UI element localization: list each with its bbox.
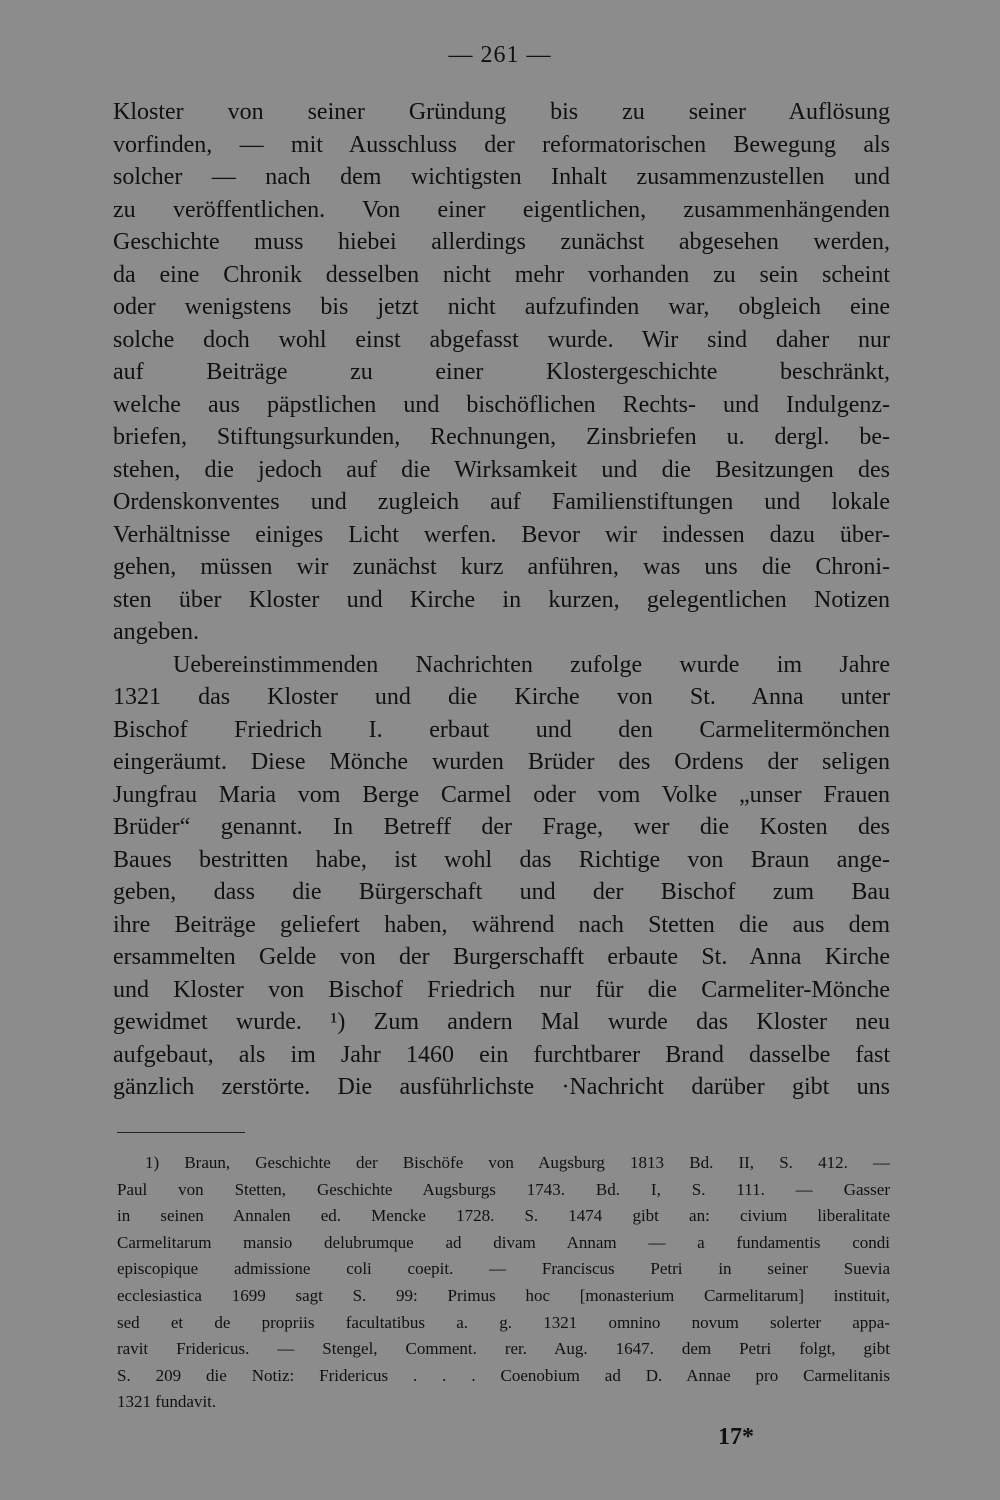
footnote-line: 1321 fundavit. bbox=[117, 1392, 217, 1412]
body-line: auf Beiträge zu einer Klostergeschichte beschränkt, bbox=[113, 359, 890, 385]
body-line: solcher — nach dem wichtigsten Inhalt zusammenzustellen und bbox=[113, 164, 890, 190]
footnote-line: Paul von Stetten, Geschichte Augsburgs 1743. Bd. I, S. 111. — Gasser bbox=[117, 1179, 890, 1199]
body-line: Geschichte muss hiebei allerdings zunächst abgesehen werden, bbox=[113, 229, 890, 255]
body-line: Kloster von seiner Gründung bis zu seiner Auflösung bbox=[113, 99, 890, 125]
body-line: Uebereinstimmenden Nachrichten zufolge wurde im Jahre bbox=[173, 651, 890, 678]
footnote-separator bbox=[117, 1132, 245, 1133]
body-line: Brüder“ genannt. In Betreff der Frage, wer die Kosten des bbox=[113, 814, 890, 840]
body-line: da eine Chronik desselben nicht mehr vorhanden zu sein scheint bbox=[113, 261, 890, 288]
footnote-line: episcopique admissione coli coepit. — Franciscus Petri in seiner Suevia bbox=[117, 1259, 890, 1279]
body-line: angeben. bbox=[113, 619, 199, 645]
body-line: gehen, müssen wir zunächst kurz anführen, was uns die Chroni- bbox=[113, 554, 890, 580]
body-line: Baues bestritten habe, ist wohl das Richtige von Braun ange- bbox=[113, 846, 890, 873]
body-line: 1321 das Kloster und die Kirche von St. Anna unter bbox=[113, 684, 890, 710]
body-line: gewidmet wurde. ¹) Zum andern Mal wurde das Kloster neu bbox=[113, 1009, 890, 1035]
body-line: geben, dass die Bürgerschaft und der Bischof zum Bau bbox=[113, 879, 890, 905]
body-line: eingeräumt. Diese Mönche wurden Brüder des Ordens der seligen bbox=[113, 749, 890, 775]
footnote-line: Carmelitarum mansio delubrumque ad divam Annam — a fundamentis condi bbox=[117, 1232, 890, 1252]
body-line: Bischof Friedrich I. erbaut und den Carmelitermönchen bbox=[113, 716, 890, 743]
body-line: aufgebaut, als im Jahr 1460 ein furchtbarer Brand dasselbe fast bbox=[113, 1041, 890, 1068]
page-number-header: — 261 — bbox=[448, 42, 552, 68]
footnote-line: ecclesiastica 1699 sagt S. 99: Primus hoc [monasterium Carmelitarum] instituit, bbox=[117, 1285, 890, 1305]
footnotes bbox=[117, 1150, 890, 1416]
footnote-line: 1) Braun, Geschichte der Bischöfe von Augsburg 1813 Bd. II, S. 412. — bbox=[145, 1153, 890, 1172]
body-line: Jungfrau Maria vom Berge Carmel oder vom Volke „unser Frauen bbox=[113, 781, 890, 808]
body-line: ersammelten Gelde von der Burgerschafft erbaute St. Anna Kirche bbox=[113, 944, 890, 970]
footnote-line: in seinen Annalen ed. Mencke 1728. S. 1474 gibt an: civium liberalitate bbox=[117, 1206, 890, 1226]
body-line: gänzlich zerstörte. Die ausführlichste ·Nachricht darüber gibt uns bbox=[113, 1074, 890, 1100]
body-line: stehen, die jedoch auf die Wirksamkeit und die Besitzungen des bbox=[113, 456, 890, 483]
footnote-line: S. 209 die Notiz: Fridericus . . . Coenobium ad D. Annae pro Carmelitanis bbox=[117, 1365, 890, 1385]
body-line: Verhältnisse einiges Licht werfen. Bevor wir indessen dazu über- bbox=[113, 521, 890, 548]
body-line: ihre Beiträge geliefert haben, während nach Stetten die aus dem bbox=[113, 911, 890, 938]
body-line: welche aus päpstlichen und bischöflichen Rechts- und Indulgenz- bbox=[113, 391, 890, 418]
footnote-line: ravit Fridericus. — Stengel, Comment. rer. Aug. 1647. dem Petri folgt, gibt bbox=[117, 1339, 890, 1359]
body-line: vorfinden, — mit Ausschluss der reformatorischen Bewegung als bbox=[113, 131, 890, 158]
body-line: zu veröffentlichen. Von einer eigentlichen, zusammenhängenden bbox=[113, 196, 890, 223]
printer-signature-mark: 17* bbox=[718, 1424, 754, 1450]
body-line: solche doch wohl einst abgefasst wurde. Wir sind daher nur bbox=[113, 326, 890, 353]
body-line: und Kloster von Bischof Friedrich nur für die Carmeliter-Mönche bbox=[113, 976, 890, 1003]
main-text bbox=[113, 96, 890, 1104]
body-line: sten über Kloster und Kirche in kurzen, gelegentlichen Notizen bbox=[113, 586, 890, 613]
body-line: briefen, Stiftungsurkunden, Rechnungen, Zinsbriefen u. dergl. be- bbox=[113, 424, 890, 450]
body-line: Ordenskonventes und zugleich auf Familienstiftungen und lokale bbox=[113, 489, 890, 515]
body-line: oder wenigstens bis jetzt nicht aufzufinden war, obgleich eine bbox=[113, 294, 890, 320]
footnote-line: sed et de propriis facultatibus a. g. 1321 omnino novum solerter appa- bbox=[117, 1312, 890, 1332]
